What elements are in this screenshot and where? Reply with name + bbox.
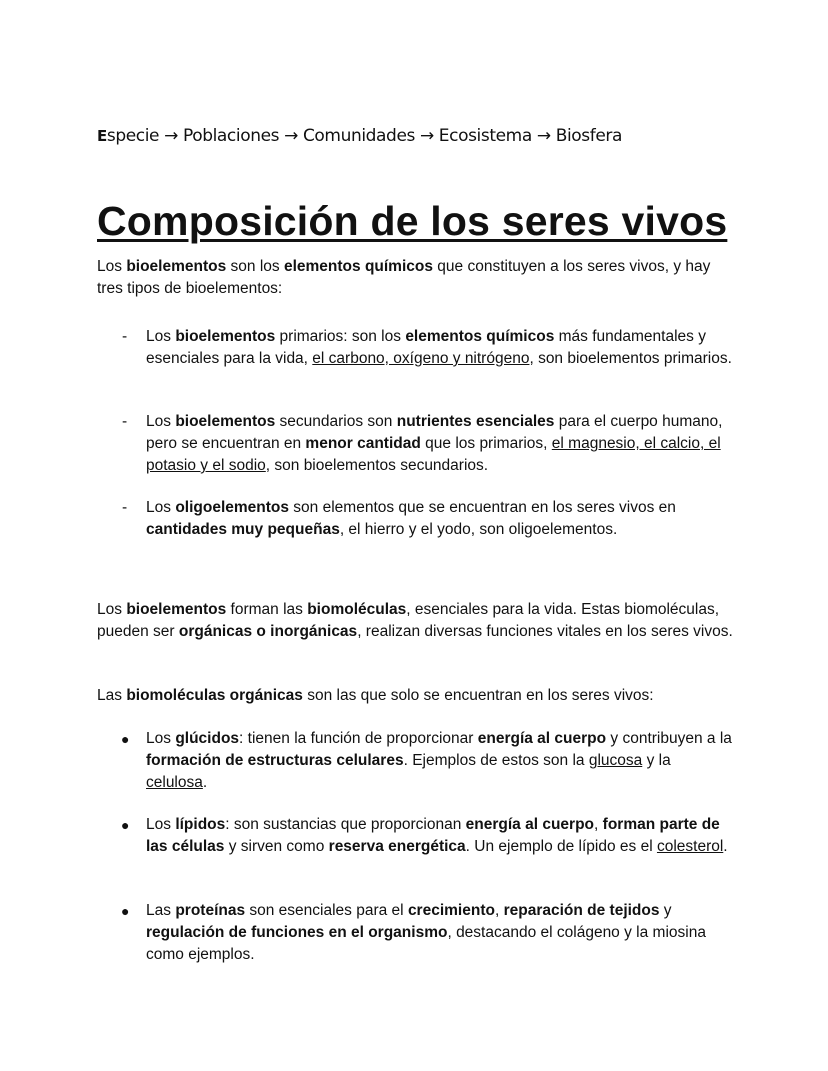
round-bullet: ● <box>121 903 130 919</box>
dash-bullet: - <box>122 328 128 345</box>
list-item-primary-bioelements: - Los bioelementos primarios: son los elementos químicos más fundamentales y esenciales para la vida, el carbono, oxígeno y nitrógeno, son bioelementos primarios. <box>122 328 732 367</box>
organic-biomolecules-paragraph: Las biomoléculas orgánicas son las que solo se encuentran en los seres vivos: <box>97 687 654 704</box>
round-bullet: ● <box>121 731 130 747</box>
ecological-hierarchy-line: Especie → Poblaciones → Comunidades → Ecosistema → Biosfera <box>97 126 622 146</box>
biomolecules-paragraph: Los bioelementos forman las biomoléculas, esenciales para la vida. Estas biomoléculas, pueden ser orgánicas o inorgánicas, realizan diversas funciones vitales en los seres vivos. <box>97 601 733 640</box>
list-item-proteinas: ● Las proteínas son esenciales para el crecimiento, reparación de tejidos y regulación de funciones en el organismo, destacando el colágeno y la miosina como ejemplos. <box>121 902 706 963</box>
round-bullet: ● <box>121 817 130 833</box>
intro-paragraph: Los bioelementos son los elementos químicos que constituyen a los seres vivos, y hay tres tipos de bioelementos: <box>97 258 711 297</box>
page-title: Composición de los seres vivos <box>97 198 728 244</box>
list-item-glucidos: ● Los glúcidos: tienen la función de proporcionar energía al cuerpo y contribuyen a la formación de estructuras celulares. Ejemplos de estos son la glucosa y la celulosa. <box>121 730 732 791</box>
list-item-secondary-bioelements: - Los bioelementos secundarios son nutrientes esenciales para el cuerpo humano, pero se encuentran en menor cantidad que los primarios, el magnesio, el calcio, el potasio y el sodio, son bioelementos secundarios. <box>122 413 723 474</box>
dash-bullet: - <box>122 499 128 516</box>
list-item-lipidos: ● Los lípidos: son sustancias que proporcionan energía al cuerpo, forman parte de las células y sirven como reserva energética. Un ejemplo de lípido es el colesterol. <box>121 816 728 855</box>
list-item-oligoelements: - Los oligoelementos son elementos que se encuentran en los seres vivos en cantidades muy pequeñas, el hierro y el yodo, son oligoelementos. <box>122 499 676 538</box>
dash-bullet: - <box>122 413 128 430</box>
